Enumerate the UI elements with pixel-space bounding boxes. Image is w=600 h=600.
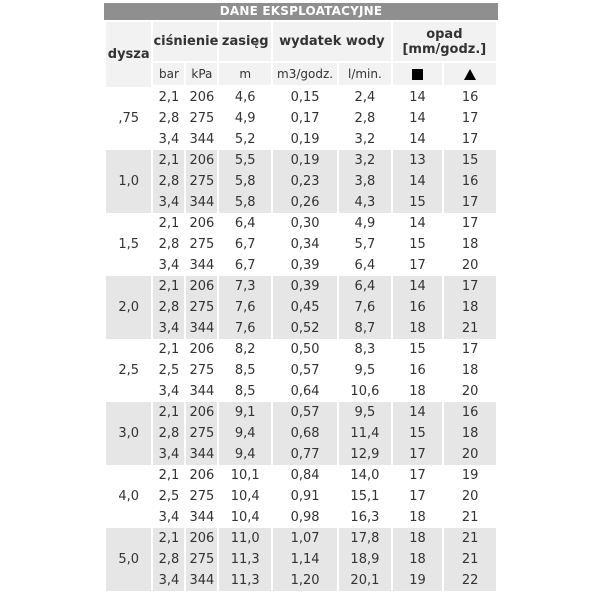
table-row (106, 213, 496, 234)
cell-opad-square: 15 (393, 192, 443, 213)
cell-opad-triangle: 20 (444, 486, 496, 507)
cell-m3: 0,30 (273, 213, 337, 234)
cell-lmin: 9,5 (339, 402, 391, 423)
cell-opad-triangle: 16 (444, 171, 496, 192)
cell-opad-triangle: 17 (444, 108, 496, 129)
cell-m3: 0,39 (273, 276, 337, 297)
cell-opad-square: 17 (393, 486, 443, 507)
cell-bar: 2,1 (153, 213, 184, 234)
cell-lmin: 17,8 (339, 528, 391, 549)
cell-kpa: 344 (186, 129, 217, 150)
cell-opad-square: 15 (393, 234, 443, 255)
cell-zasieg: 10,1 (219, 465, 271, 486)
cell-lmin: 4,3 (339, 192, 391, 213)
cell-kpa: 206 (186, 402, 217, 423)
cell-opad-square: 14 (393, 108, 443, 129)
cell-opad-triangle: 16 (444, 87, 496, 108)
cell-m3: 0,77 (273, 444, 337, 465)
cell-bar: 2,1 (153, 402, 184, 423)
table-row (106, 402, 496, 423)
cell-opad-triangle: 21 (444, 549, 496, 570)
table-row (106, 129, 496, 150)
cell-lmin: 2,4 (339, 87, 391, 108)
cell-opad-triangle: 18 (444, 360, 496, 381)
cell-kpa: 344 (186, 444, 217, 465)
cell-opad-square: 13 (393, 150, 443, 171)
cell-kpa: 344 (186, 381, 217, 402)
table-row (106, 570, 496, 591)
cell-bar: 2,5 (153, 486, 184, 507)
cell-bar: 2,8 (153, 234, 184, 255)
header-opad-line1: opad (426, 26, 463, 42)
cell-dysza: 2,0 (106, 276, 151, 339)
header-opad-line2: [mm/godz.] (402, 41, 487, 57)
cell-lmin: 6,4 (339, 276, 391, 297)
cell-opad-triangle: 18 (444, 234, 496, 255)
cell-bar: 2,1 (153, 339, 184, 360)
table-row (106, 171, 496, 192)
cell-opad-triangle: 21 (444, 318, 496, 339)
cell-bar: 2,1 (153, 528, 184, 549)
cell-opad-triangle: 19 (444, 465, 496, 486)
cell-opad-square: 14 (393, 402, 443, 423)
header-zasieg: zasięg (219, 22, 271, 61)
cell-dysza: 1,5 (106, 213, 151, 276)
cell-m3: 0,19 (273, 129, 337, 150)
cell-opad-square: 14 (393, 213, 443, 234)
cell-lmin: 18,9 (339, 549, 391, 570)
cell-zasieg: 5,2 (219, 129, 271, 150)
cell-lmin: 3,8 (339, 171, 391, 192)
units-row (106, 61, 496, 87)
cell-bar: 3,4 (153, 507, 184, 528)
cell-m3: 0,91 (273, 486, 337, 507)
cell-zasieg: 10,4 (219, 486, 271, 507)
table-row (106, 108, 496, 129)
cell-lmin: 10,6 (339, 381, 391, 402)
unit-bar: bar (153, 61, 184, 87)
cell-lmin: 4,9 (339, 213, 391, 234)
cell-bar: 2,8 (153, 423, 184, 444)
cell-opad-square: 17 (393, 255, 443, 276)
cell-bar: 2,5 (153, 360, 184, 381)
cell-zasieg: 4,9 (219, 108, 271, 129)
cell-opad-triangle: 17 (444, 339, 496, 360)
cell-kpa: 275 (186, 108, 217, 129)
cell-lmin: 2,8 (339, 108, 391, 129)
cell-zasieg: 6,7 (219, 234, 271, 255)
cell-m3: 0,26 (273, 192, 337, 213)
unit-triangle (444, 61, 496, 87)
cell-kpa: 206 (186, 87, 217, 108)
cell-lmin: 8,3 (339, 339, 391, 360)
header-wydatek: wydatek wody (273, 22, 391, 61)
table-row (106, 486, 496, 507)
cell-zasieg: 6,4 (219, 213, 271, 234)
cell-zasieg: 10,4 (219, 507, 271, 528)
cell-opad-triangle: 17 (444, 276, 496, 297)
table-row (106, 87, 496, 108)
cell-bar: 2,1 (153, 276, 184, 297)
cell-zasieg: 8,5 (219, 360, 271, 381)
cell-lmin: 6,4 (339, 255, 391, 276)
square-icon (412, 69, 423, 80)
cell-m3: 1,20 (273, 570, 337, 591)
table-title: DANE EKSPLOATACYJNE (104, 3, 498, 20)
cell-opad-square: 18 (393, 528, 443, 549)
cell-zasieg: 9,1 (219, 402, 271, 423)
cell-kpa: 344 (186, 192, 217, 213)
cell-lmin: 14,0 (339, 465, 391, 486)
cell-opad-triangle: 17 (444, 192, 496, 213)
performance-table-container (104, 3, 498, 591)
cell-opad-square: 14 (393, 87, 443, 108)
unit-m3: m3/godz. (273, 61, 337, 87)
cell-bar: 3,4 (153, 444, 184, 465)
cell-kpa: 275 (186, 234, 217, 255)
cell-bar: 3,4 (153, 129, 184, 150)
cell-m3: 0,52 (273, 318, 337, 339)
cell-m3: 0,19 (273, 150, 337, 171)
cell-lmin: 3,2 (339, 129, 391, 150)
cell-lmin: 3,2 (339, 150, 391, 171)
cell-kpa: 206 (186, 339, 217, 360)
unit-square (393, 61, 443, 87)
cell-m3: 0,45 (273, 297, 337, 318)
cell-zasieg: 11,3 (219, 549, 271, 570)
cell-opad-triangle: 22 (444, 570, 496, 591)
cell-zasieg: 8,5 (219, 381, 271, 402)
cell-opad-square: 14 (393, 129, 443, 150)
cell-kpa: 275 (186, 486, 217, 507)
table-row (106, 276, 496, 297)
cell-zasieg: 4,6 (219, 87, 271, 108)
table-row (106, 381, 496, 402)
cell-zasieg: 9,4 (219, 423, 271, 444)
cell-kpa: 344 (186, 318, 217, 339)
cell-bar: 2,8 (153, 297, 184, 318)
table-row (106, 444, 496, 465)
cell-dysza: 4,0 (106, 465, 151, 528)
cell-m3: 1,14 (273, 549, 337, 570)
table-row (106, 507, 496, 528)
cell-opad-triangle: 15 (444, 150, 496, 171)
cell-opad-triangle: 18 (444, 423, 496, 444)
cell-opad-square: 14 (393, 171, 443, 192)
cell-bar: 3,4 (153, 381, 184, 402)
cell-kpa: 275 (186, 549, 217, 570)
cell-kpa: 206 (186, 213, 217, 234)
triangle-icon (464, 69, 476, 80)
cell-m3: 0,68 (273, 423, 337, 444)
cell-kpa: 275 (186, 171, 217, 192)
cell-m3: 1,07 (273, 528, 337, 549)
cell-bar: 2,1 (153, 87, 184, 108)
cell-lmin: 20,1 (339, 570, 391, 591)
unit-kpa: kPa (186, 61, 217, 87)
cell-m3: 0,23 (273, 171, 337, 192)
cell-opad-square: 18 (393, 318, 443, 339)
cell-kpa: 206 (186, 150, 217, 171)
cell-kpa: 344 (186, 255, 217, 276)
cell-opad-triangle: 17 (444, 213, 496, 234)
cell-kpa: 275 (186, 360, 217, 381)
cell-zasieg: 11,0 (219, 528, 271, 549)
cell-m3: 0,39 (273, 255, 337, 276)
table-row (106, 150, 496, 171)
table-row (106, 465, 496, 486)
cell-opad-square: 14 (393, 276, 443, 297)
cell-m3: 0,57 (273, 360, 337, 381)
cell-opad-triangle: 20 (444, 255, 496, 276)
header-row (106, 22, 496, 61)
cell-bar: 3,4 (153, 255, 184, 276)
unit-m: m (219, 61, 271, 87)
cell-zasieg: 7,6 (219, 318, 271, 339)
cell-lmin: 9,5 (339, 360, 391, 381)
cell-zasieg: 8,2 (219, 339, 271, 360)
cell-m3: 0,84 (273, 465, 337, 486)
cell-opad-square: 19 (393, 570, 443, 591)
cell-opad-triangle: 20 (444, 444, 496, 465)
cell-lmin: 12,9 (339, 444, 391, 465)
cell-m3: 0,50 (273, 339, 337, 360)
cell-opad-triangle: 16 (444, 402, 496, 423)
cell-lmin: 5,7 (339, 234, 391, 255)
cell-zasieg: 5,8 (219, 192, 271, 213)
cell-dysza: 1,0 (106, 150, 151, 213)
header-opad (393, 22, 496, 61)
table-body (106, 87, 496, 591)
cell-dysza: 2,5 (106, 339, 151, 402)
cell-opad-square: 16 (393, 360, 443, 381)
cell-m3: 0,15 (273, 87, 337, 108)
header-cisnienie: ciśnienie (153, 22, 217, 61)
cell-kpa: 344 (186, 570, 217, 591)
table-row (106, 297, 496, 318)
cell-opad-square: 15 (393, 339, 443, 360)
cell-opad-square: 18 (393, 549, 443, 570)
cell-opad-triangle: 18 (444, 297, 496, 318)
table-row (106, 528, 496, 549)
table-row (106, 234, 496, 255)
cell-opad-square: 16 (393, 297, 443, 318)
cell-lmin: 11,4 (339, 423, 391, 444)
cell-kpa: 275 (186, 297, 217, 318)
table-row (106, 360, 496, 381)
table-row (106, 192, 496, 213)
cell-dysza: 3,0 (106, 402, 151, 465)
performance-table (104, 22, 498, 591)
cell-opad-square: 15 (393, 423, 443, 444)
cell-bar: 3,4 (153, 570, 184, 591)
cell-lmin: 7,6 (339, 297, 391, 318)
cell-opad-square: 17 (393, 465, 443, 486)
cell-opad-triangle: 21 (444, 507, 496, 528)
cell-bar: 3,4 (153, 318, 184, 339)
cell-zasieg: 9,4 (219, 444, 271, 465)
cell-opad-triangle: 20 (444, 381, 496, 402)
cell-opad-triangle: 21 (444, 528, 496, 549)
cell-bar: 2,8 (153, 549, 184, 570)
cell-zasieg: 7,3 (219, 276, 271, 297)
table-row (106, 255, 496, 276)
cell-m3: 0,57 (273, 402, 337, 423)
cell-bar: 2,8 (153, 108, 184, 129)
cell-bar: 2,1 (153, 150, 184, 171)
header-dysza: dysza (106, 22, 151, 87)
table-row (106, 549, 496, 570)
cell-m3: 0,64 (273, 381, 337, 402)
cell-kpa: 206 (186, 465, 217, 486)
cell-kpa: 206 (186, 276, 217, 297)
cell-bar: 3,4 (153, 192, 184, 213)
table-row (106, 318, 496, 339)
cell-kpa: 344 (186, 507, 217, 528)
table-row (106, 339, 496, 360)
cell-dysza: ,75 (106, 87, 151, 150)
table-row (106, 423, 496, 444)
cell-zasieg: 6,7 (219, 255, 271, 276)
cell-zasieg: 5,5 (219, 150, 271, 171)
cell-m3: 0,17 (273, 108, 337, 129)
cell-zasieg: 11,3 (219, 570, 271, 591)
cell-kpa: 206 (186, 528, 217, 549)
cell-opad-triangle: 17 (444, 129, 496, 150)
cell-bar: 2,8 (153, 171, 184, 192)
cell-lmin: 15,1 (339, 486, 391, 507)
cell-dysza: 5,0 (106, 528, 151, 591)
cell-bar: 2,1 (153, 465, 184, 486)
cell-opad-square: 18 (393, 381, 443, 402)
unit-lmin: l/min. (339, 61, 391, 87)
cell-zasieg: 5,8 (219, 171, 271, 192)
cell-lmin: 8,7 (339, 318, 391, 339)
cell-lmin: 16,3 (339, 507, 391, 528)
cell-m3: 0,98 (273, 507, 337, 528)
cell-opad-square: 17 (393, 444, 443, 465)
cell-opad-square: 18 (393, 507, 443, 528)
cell-m3: 0,34 (273, 234, 337, 255)
cell-kpa: 275 (186, 423, 217, 444)
cell-zasieg: 7,6 (219, 297, 271, 318)
